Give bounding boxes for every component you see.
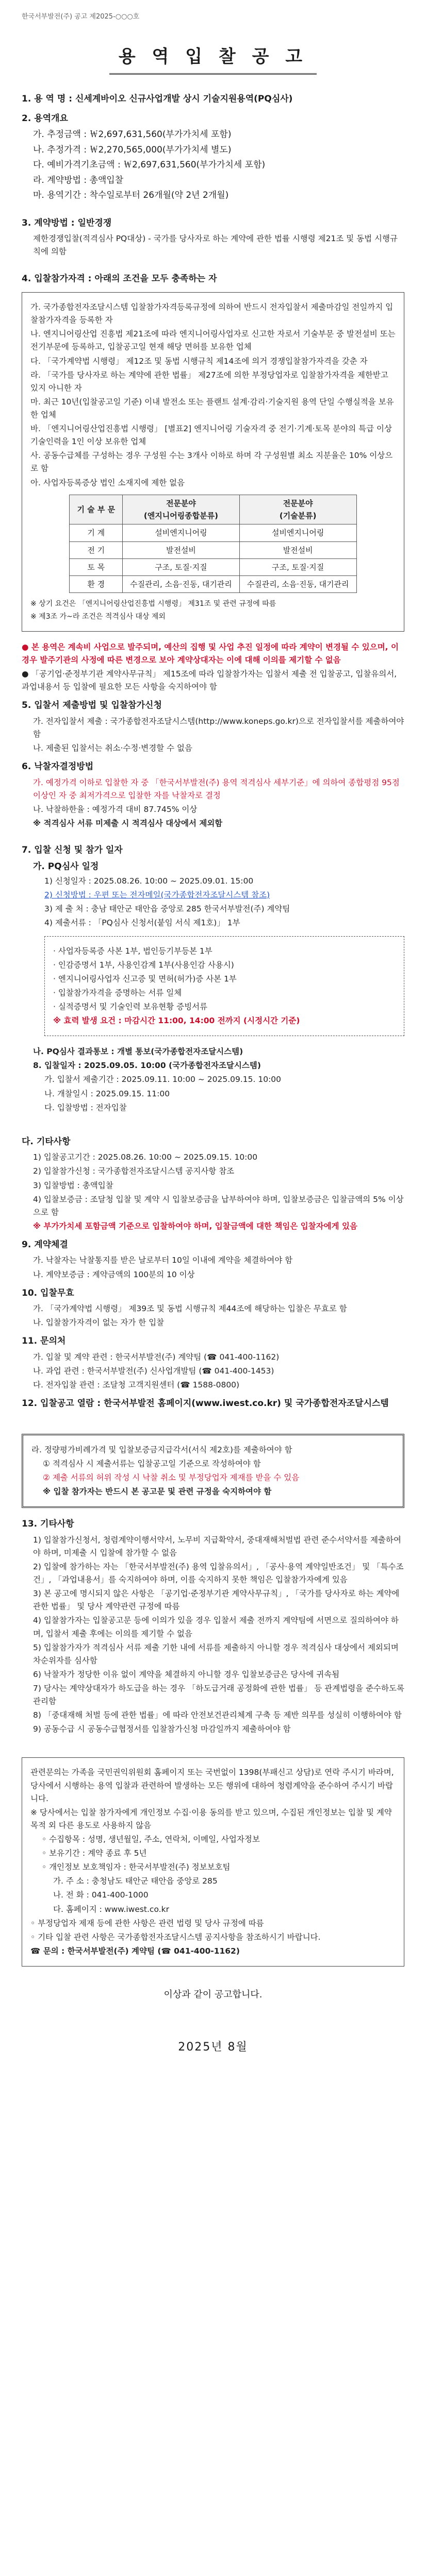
notes-line: ※ 입찰 참가자는 반드시 본 공고문 및 관련 규정을 숙지하여야 함: [43, 1487, 272, 1497]
invalid-heading: 10. 입찰무효: [22, 1287, 74, 1298]
service-name: 1. 용 역 명 : 신세계바이오 신규사업개발 상시 기술지원용역(PQ심사): [22, 94, 293, 105]
notice-line: ● 「공기업·준정부기관 계약사무규칙」 제15조에 따라 입찰참가자는 입찰서 제출 전 입찰공고, 입찰유의서, 과업내용서 등 입찰에 필요한 모든 사항을 숙지하여야 함: [22, 669, 397, 692]
other-item: 4) 입찰참가자는 입찰공고문 등에 이의가 있을 경우 입찰서 제출 전까지 계약팀에 서면으로 질의하여야 하며, 입찰서 제출 후에는 이의를 제기할 수 없음: [33, 1616, 399, 1638]
table-cell: 설비엔지니어링: [239, 524, 356, 541]
other-list: [22, 1534, 404, 1736]
award-rate: 나. 낙찰하한율 : 예정가격 대비 87.745% 이상: [33, 804, 198, 814]
contact-section: [22, 1334, 404, 1411]
notes-line: 라. 정량평가비례가격 및 입찰보증금지급각서(서식 제2호)를 제출하여야 함: [31, 1445, 292, 1454]
table-row: [70, 541, 356, 558]
deadline-warning: ※ 효력 발생 요건 : 마감시간 11:00, 14:00 전까지 (시정시간 기준): [53, 1016, 300, 1026]
page-title: 용 역 입 찰 공 고: [109, 43, 317, 75]
contact-item: 다. 전자입찰 관련 : 조달청 고객지원센터 (☎ 1588-0800): [33, 1380, 240, 1390]
award-rule: 가. 예정가격 이하로 입찰한 자 중 「한국서부발전(주) 용역 적격심사 세부기준」에 의하여 종합평점 95점 이상인 자 중 최저가격으로 입찰한 자를 낙찰자로 결정: [33, 777, 400, 800]
doc-item: · 엔지니어링사업자 신고증 및 면허(허가)증 사본 1부: [53, 974, 237, 984]
privacy-line: 관련문의는 가족을 국민권익위원회 홈페이지 또는 국번없이 1398(부패신고 상담)로 연락 주시기 바라며, 당사에서 시행하는 용역 입찰과 관련하여 발생하는 모든 행위에 대하여 청렴계약을 준수하여 주시기 바랍니다.: [30, 1768, 394, 1803]
table-cell: 토 목: [70, 558, 123, 575]
privacy-line: 다. 홈페이지 : www.iwest.co.kr: [53, 1904, 169, 1914]
submission-item: 가. 전자입찰서 제출 : 국가종합전자조달시스템(http://www.koneps.go.kr)으로 전자입찰서를 제출하여야 함: [33, 716, 404, 739]
bid-schedule-list: [22, 1045, 404, 1114]
other-item: 6) 낙찰자가 정당한 이유 없이 계약을 체결하지 아니할 경우 입찰보증금은 당사에 귀속됨: [33, 1669, 340, 1679]
privacy-line: ◦ 부정당업자 제재 등에 관한 사항은 관련 법령 및 당사 규정에 따름: [30, 1918, 264, 1928]
privacy-box: [22, 1757, 404, 1967]
schedule-item: 나. 개찰일시 : 2025.09.15. 11:00: [44, 1089, 170, 1098]
contract-method-text: 제한경쟁입찰(적격심사 PQ대상) - 국가를 당사자로 하는 계약에 관한 법률 시행령 제21조 및 동법 시행규칙에 의함: [33, 234, 398, 257]
table-cell: 기 계: [70, 524, 123, 541]
table-header: 전문분야 (기술분류): [239, 495, 356, 524]
table-cell: 구조, 토질·지질: [123, 558, 240, 575]
other-item: 8) 「중대재해 처벌 등에 관한 법률」에 따라 안전보건관리체계 구축 등 제반 의무를 성실히 이행하여야 함: [33, 1710, 402, 1720]
doc-item: · 실적증명서 및 기술인력 보유현황 증빙서류: [53, 1002, 208, 1011]
schedule-item: 4) 제출서류 : 「PQ심사 신청서(붙임 서식 제1호)」 1부: [44, 918, 240, 928]
misc-item: 1) 입찰공고기간 : 2025.08.26. 10:00 ~ 2025.09.15. 10:00: [33, 1153, 258, 1162]
service-overview-list: [22, 128, 404, 203]
eligibility-item: 다. 「국가계약법 시행령」 제12조 및 동법 시행규칙 제14조에 의거 경쟁입찰참가자격을 갖춘 자: [30, 356, 368, 366]
eligibility-item: 라. 「국가를 당사자로 하는 계약에 관한 법률」 제27조에 의한 부정당업자로 입찰참가자격을 제한받고 있지 아니한 자: [30, 370, 388, 393]
other-item: 1) 입찰참가신청서, 청렴계약이행서약서, 노무비 지급확약서, 중대재해처벌법 관련 준수서약서를 제출하여야 하며, 미제출 시 입찰에 참가할 수 없음: [33, 1535, 401, 1557]
table-cell: 전 기: [70, 541, 123, 558]
other-heading: 13. 기타사항: [22, 1519, 74, 1530]
eligibility-box: [22, 292, 404, 632]
schedule-item: 나. PQ심사 결과통보 : 개별 통보(국가종합전자조달시스템): [33, 1047, 243, 1057]
table-cell: 수질관리, 소음·진동, 대기관리: [123, 576, 240, 593]
schedule-item: 3) 제 출 처 : 충남 태안군 태안읍 중앙로 285 한국서부발전(주) 계약팀: [44, 904, 290, 914]
misc-section: [22, 1135, 404, 1330]
misc-item: 4) 입찰보증금 : 조달청 입찰 및 계약 시 입찰보증금을 납부하여야 하며, 입찰보증금은 입찰금액의 5% 이상으로 함: [33, 1194, 404, 1217]
table-header: 기 술 부 문: [70, 495, 123, 524]
overview-item: 다. 예비가격기초금액 : ￦2,697,631,560(부가가치세 포함): [33, 160, 266, 171]
org-reference: 한국서부발전(주) 공고 제2025-○○○호: [22, 13, 140, 21]
table-cell: 수질관리, 소음·진동, 대기관리: [239, 576, 356, 593]
submission-item: 나. 제출된 입찰서는 취소·수정·변경할 수 없음: [33, 743, 192, 753]
notes-line: ① 적격심사 시 제출서류는 입찰공고일 기준으로 작성하여야 함: [43, 1459, 261, 1468]
privacy-line: ※ 당사에서는 입찰 참가자에게 개인정보 수집·이용 동의를 받고 있으며, 수집된 개인정보는 입찰 및 계약 목적 외 다른 용도로 사용하지 않음: [30, 1807, 392, 1830]
table-cell: 구조, 토질·지질: [239, 558, 356, 575]
doc-item: · 입찰참가자격을 증명하는 서류 일체: [53, 988, 182, 997]
other-item: 7) 당사는 계약상대자가 하도급을 하는 경우 「하도급거래 공정화에 관한 법률」 등 관계법령을 준수하도록 관리함: [33, 1684, 404, 1706]
table-header: 전문분야 (엔지니어링종합분류): [123, 495, 240, 524]
notes-line: ② 제출 서류의 허위 작성 시 낙찰 취소 및 부정당업자 제재를 받을 수 있음: [43, 1473, 300, 1483]
contract-item: 나. 계약보증금 : 계약금액의 100분의 10 이상: [33, 1269, 195, 1279]
eligibility-item: 사. 공동수급체를 구성하는 경우 구성원 수는 3개사 이하로 하며 각 구성원별 최소 지분율은 10% 이상으로 함: [30, 451, 393, 473]
misc-heading: 다. 기타사항: [22, 1136, 71, 1147]
invalid-item: 가. 「국가계약법 시행령」 제39조 및 동법 시행규칙 제44조에 해당하는 입찰은 무효로 함: [33, 1304, 347, 1314]
eligibility-item: 마. 최근 10년(입찰공고일 기준) 이내 발전소 또는 플랜트 설계·감리·기술지원 용역 단일 수행실적을 보유한 업체: [30, 397, 394, 419]
contact-heading: 11. 문의처: [22, 1336, 66, 1347]
privacy-contact: ☎ 문의 : 한국서부발전(주) 계약팀 (☎ 041-400-1162): [30, 1946, 240, 1956]
table-note: ※ 제3조 가~라 조건은 적격심사 대상 제외: [30, 613, 166, 621]
table-note: ※ 상기 요건은 「엔지니어링산업진흥법 시행령」 제31조 및 관련 규정에 따름: [30, 600, 276, 608]
doc-item: · 인감증명서 1부, 사용인감계 1부(사용인감 사용시): [53, 960, 234, 970]
invalid-item: 나. 입찰참가자격이 없는 자가 한 입찰: [33, 1318, 165, 1328]
evaluation-notes-box: [22, 1434, 404, 1508]
overview-item: 라. 계약방법 : 총액입찰: [33, 175, 124, 185]
eligibility-item: 바. 「엔지니어링산업진흥법 시행령」 [별표2] 엔지니어링 기술자격 중 전기·기계·토목 분야의 특급 이상 기술인력을 1인 이상 보유한 업체: [30, 424, 392, 447]
notice-view-line: 12. 입찰공고 열람 : 한국서부발전 홈페이지(www.iwest.co.kr) 및 국가종합전자조달시스템: [22, 1398, 389, 1409]
closing-statement: 이상과 같이 공고합니다.: [163, 1989, 263, 2000]
notice-highlight: ● 본 용역은 계속비 사업으로 발주되며, 예산의 집행 및 사업 추진 일정에 따라 계약이 변경될 수 있으며, 이 경우 발주기관의 사정에 따른 변경으로 보아 계약상대자는 이에 대해 이의를 제기할 수 없음: [22, 642, 399, 665]
required-documents-box: [44, 936, 404, 1037]
eligibility-heading: 4. 입찰참가자격 : 아래의 조건을 모두 충족하는 자: [22, 273, 217, 284]
eligibility-item: 가. 국가종합전자조달시스템 입찰참가자격등록규정에 의하여 반드시 전자입찰서 제출마감일 전일까지 입찰참가자격을 등록한 자: [30, 302, 394, 325]
mid-section: [22, 641, 404, 830]
overview-item: 나. 추정가격 : ￦2,270,565,000(부가가치세 별도): [33, 144, 232, 155]
notice-date: 2025년 8월: [178, 2041, 248, 2054]
schedule-item: 가. 입찰서 제출기간 : 2025.09.11. 10:00 ~ 2025.09.15. 10:00: [44, 1075, 282, 1084]
contract-item: 가. 낙찰자는 낙찰통지를 받은 날로부터 10일 이내에 계약을 체결하여야 함: [33, 1256, 293, 1265]
other-item: 9) 공동수급 시 공동수급협정서를 입찰참가신청 마감일까지 제출하여야 함: [33, 1724, 291, 1734]
contact-item: 가. 입찰 및 계약 관련 : 한국서부발전(주) 계약팀 (☎ 041-400-1162): [33, 1352, 280, 1362]
schedule-item: 1) 신청일자 : 2025.08.26. 10:00 ~ 2025.09.01. 15:00: [44, 876, 254, 886]
tech-category-table: [69, 495, 356, 594]
privacy-line: ◦ 개인정보 보호책임자 : 한국서부발전(주) 정보보호팀: [42, 1862, 231, 1872]
doc-item: · 사업자등록증 사본 1부, 법인등기부등본 1부: [53, 946, 212, 956]
other-item: 2) 입찰에 참가하는 자는 「한국서부발전(주) 용역 입찰유의서」, 「공사·용역 계약일반조건」 및 「특수조건」, 「과업내용서」를 숙지하여야 하며, 이를 숙지하지 못한 책임은 입찰참가자에게 있음: [33, 1562, 404, 1585]
contract-method-heading: 3. 계약방법 : 일반경쟁: [22, 217, 112, 228]
contract-heading: 9. 계약체결: [22, 1239, 68, 1250]
other-item: 5) 입찰참가자가 적격심사 서류 제출 기한 내에 서류를 제출하지 아니할 경우 적격심사 대상에서 제외되며 차순위자를 심사함: [33, 1642, 399, 1665]
privacy-line: 나. 전 화 : 041-400-1000: [53, 1890, 149, 1900]
misc-warning: ※ 부가가치세 포함금액 기준으로 입찰하여야 하며, 입찰금액에 대한 책임은 입찰자에게 있음: [33, 1221, 357, 1231]
pq-schedule-sub: 가. PQ심사 일정: [33, 861, 99, 872]
table-cell: 설비엔지니어링: [123, 524, 240, 541]
title-wrap: [22, 43, 404, 75]
eligibility-item: 나. 엔지니어링산업 진흥법 제21조에 따라 엔지니어링사업자로 신고한 자로서 기술부문 중 발전설비 또는 전기부문에 등록하고, 입찰공고일 현재 해당 면허를 보유한 업체: [30, 329, 396, 352]
award-heading: 6. 낙찰자결정방법: [22, 761, 94, 772]
schedule-item: 다. 입찰방법 : 전자입찰: [44, 1103, 127, 1112]
schedule-item: 2) 신청방법 : 우편 또는 전자메일(국가종합전자조달시스템 참조): [44, 890, 270, 900]
table-row: [70, 524, 356, 541]
table-row: [70, 576, 356, 593]
table-cell: 발전설비: [239, 541, 356, 558]
eligibility-item: 아. 사업자등록증상 법인 소재지에 제한 없음: [30, 478, 185, 487]
contact-item: 나. 과업 관련 : 한국서부발전(주) 신사업개발팀 (☎ 041-400-1453): [33, 1366, 274, 1376]
other-item: 3) 본 공고에 명시되지 않은 사항은 「공기업·준정부기관 계약사무규칙」, 「국가를 당사자로 하는 계약에 관한 법률」 및 당사 계약관련 규정에 따름: [33, 1589, 400, 1612]
submission-heading: 5. 입찰서 제출방법 및 입찰참가신청: [22, 700, 162, 711]
privacy-line: ◦ 기타 입찰 관련 사항은 국가종합전자조달시스템 공지사항을 참조하시기 바랍니다.: [30, 1932, 321, 1942]
pq-schedule-list: [22, 875, 404, 929]
schedule-heading: 7. 입찰 신청 및 참가 일자: [22, 845, 123, 856]
award-note: ※ 적격심사 서류 미제출 시 적격심사 대상에서 제외함: [33, 818, 223, 828]
privacy-line: 가. 주 소 : 충청남도 태안군 태안읍 중앙로 285: [53, 1876, 218, 1886]
privacy-line: ◦ 보유기간 : 계약 종료 후 5년: [42, 1849, 147, 1858]
misc-item: 3) 입찰방법 : 총액입찰: [33, 1180, 113, 1190]
table-row: [70, 558, 356, 575]
overview-item: 가. 추정금액 : ￦2,697,631,560(부가가치세 포함): [33, 129, 232, 140]
table-cell: 환 경: [70, 576, 123, 593]
service-overview-heading: 2. 용역개요: [22, 113, 68, 124]
misc-item: 2) 입찰참가신청 : 국가종합전자조달시스템 공지사항 참조: [33, 1166, 235, 1176]
schedule-item: 8. 입찰일자 : 2025.09.05. 10:00 (국가종합전자조달시스템): [33, 1061, 261, 1071]
overview-item: 마. 용역기간 : 착수일로부터 26개월(약 2년 2개월): [33, 190, 229, 201]
table-cell: 발전설비: [123, 541, 240, 558]
privacy-line: ◦ 수집항목 : 성명, 생년월일, 주소, 연락처, 이메일, 사업자정보: [42, 1834, 260, 1844]
